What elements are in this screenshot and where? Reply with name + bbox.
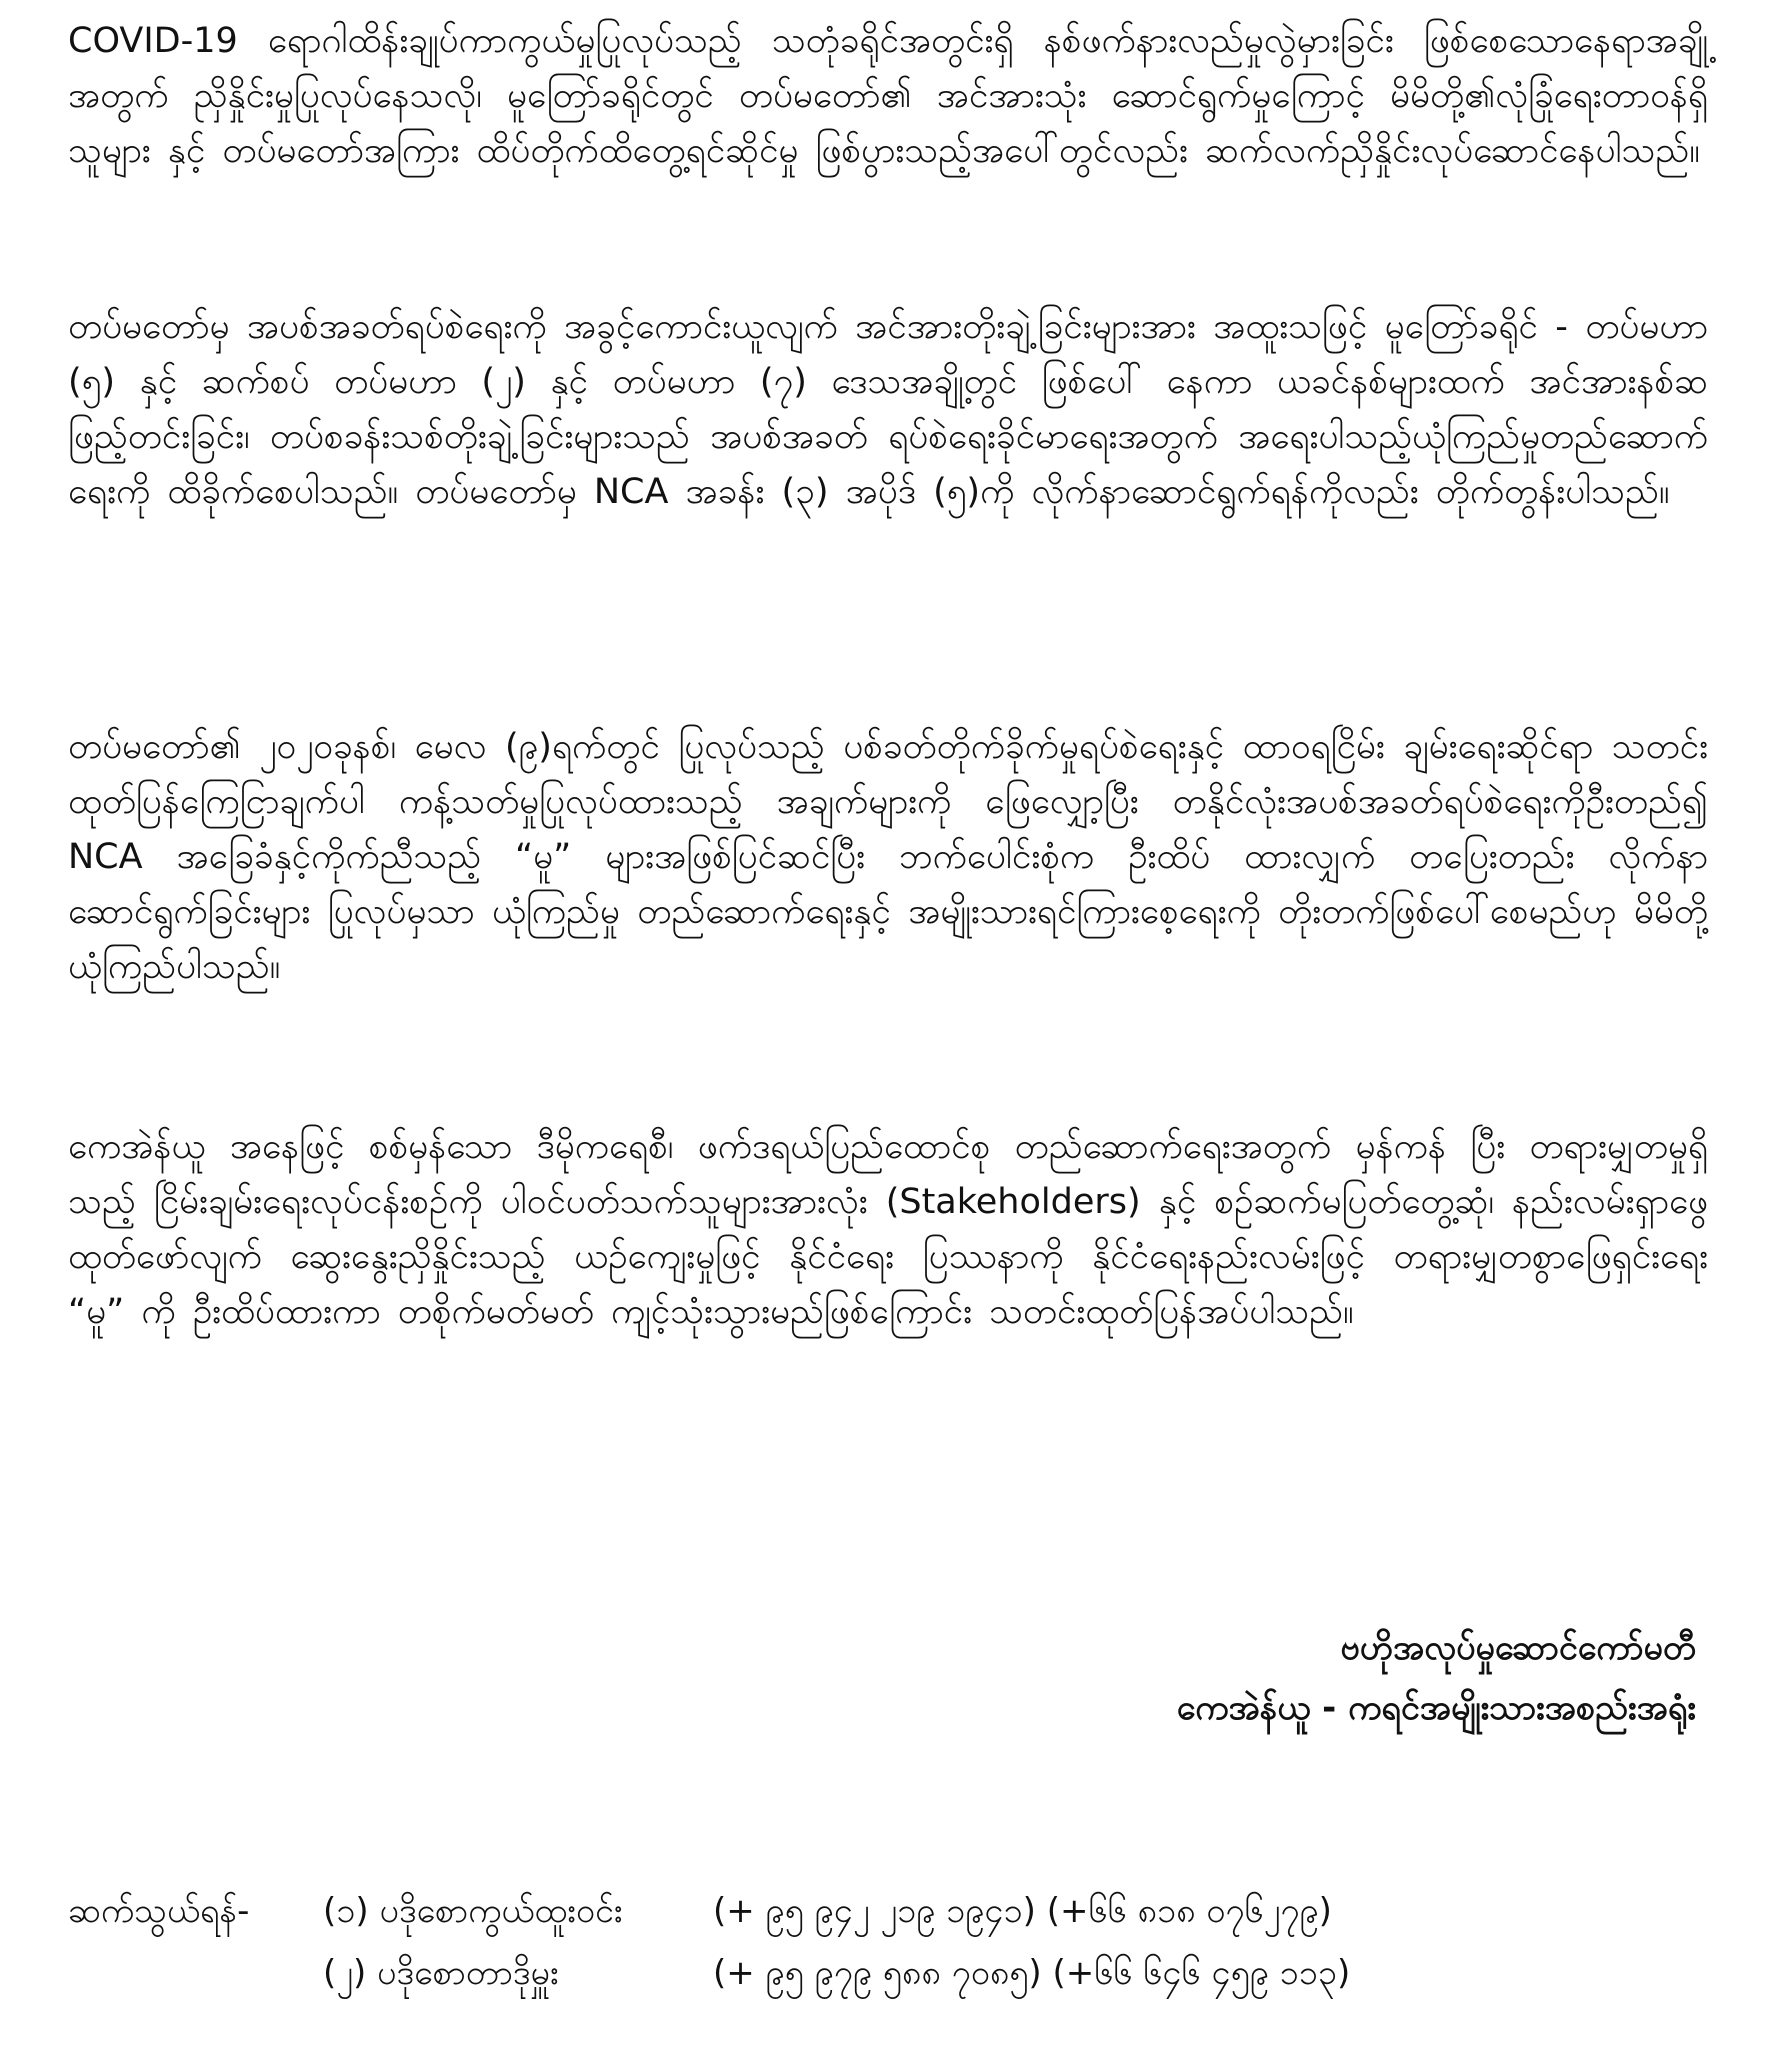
paragraph-ceasefire-statement: တပ်မတော်၏ ၂၀၂၀ခုနစ်၊ မေလ (၉)ရက်တွင် ပြုလုပ်သည့် ပစ်ခတ်တိုက်ခိုက်မှုရပ်စဲရေးနှင့် ထာဝရငြိမ်း ချမ်းရေးဆိုင်ရာ သတင်းထုတ်ပြန်ကြေငြာချက်ပါ ကန့်သတ်မှုပြုလုပ်ထားသည့် အချက်များကို ဖြေလျှော့ပြီး တနိုင်လုံးအပစ်အခတ်ရပ်စဲရေးကိုဦးတည်၍ NCA အခြေခံနှင့်ကိုက်ညီသည့် “မူ” များအဖြစ်ပြင်ဆင်ပြီး ဘက်ပေါင်းစုံက ဦးထိပ် ထားလျှက် တပြေးတည်း လိုက်နာဆောင်ရွက်ခြင်းများ ပြုလုပ်မှသာ ယုံကြည်မှု တည်ဆောက်ရေးနှင့် အမျိုးသားရင်ကြားစေ့ရေးကို တိုးတက်ဖြစ်ပေါ်စေမည်ဟု မိမိတို့ယုံကြည်ပါသည်။: [68, 727, 1708, 987]
signature-organization: ကေအဲန်ယူ - ကရင်အမျိုးသားအစည်းအရုံး: [1176, 1688, 1696, 1728]
paragraph-military-expansion: တပ်မတော်မှ အပစ်အခတ်ရပ်စဲရေးကို အခွင့်ကောင်းယူလျက် အင်အားတိုးချဲ့ခြင်းများအား အထူးသဖြင့် မူတြော်ခရိုင် - တပ်မဟာ (၅) နှင့် ဆက်စပ် တပ်မဟာ (၂) နှင့် တပ်မဟာ (၇) ဒေသအချို့တွင် ဖြစ်ပေါ် နေကာ ယခင်နစ်များထက် အင်အားနစ်ဆဖြည့်တင်းခြင်း၊ တပ်စခန်းသစ်တိုးချဲ့ခြင်းများသည် အပစ်အခတ် ရပ်စဲရေးခိုင်မာရေးအတွက် အရေးပါသည့်ယုံကြည်မှုတည်ဆောက်ရေးကို ထိခိုက်စေပါသည်။ တပ်မတော်မှ NCA အခန်း (၃) အပိုဒ် (၅)ကို လိုက်နာဆောင်ရွက်ရန်ကိုလည်း တိုက်တွန်းပါသည်။: [68, 307, 1708, 512]
signature-committee: ဗဟိုအလုပ်မှုဆောင်ကော်မတီ: [1340, 1628, 1696, 1668]
contact-label: ဆက်သွယ်ရန်-: [68, 1891, 250, 1931]
contact-phone: (+ ၉၅ ၉၄၂ ၂၁၉ ၁၉၄၁) (+၆၆ ၈၁၈ ၀၇၆၂၇၉): [713, 1891, 1332, 1931]
signature-block: [1177, 1618, 1696, 1738]
contact-phone: (+ ၉၅ ၉၇၉ ၅၈၈ ၇၀၈၅) (+၆၆ ၆၄၆ ၄၅၉ ၁၁၃): [713, 1953, 1351, 1993]
contact-name: (၁) ပဒိုစောကွယ်ထူးဝင်း: [323, 1891, 623, 1931]
contact-name: (၂) ပဒိုစောတာဒိုမှူး: [323, 1953, 559, 1993]
paragraph-peace-process: ကေအဲန်ယူ အနေဖြင့် စစ်မှန်သော ဒီမိုကရေစီ၊ ဖက်ဒရယ်ပြည်ထောင်စု တည်ဆောက်ရေးအတွက် မှန်ကန် ပြီး တရားမျှတမှုရှိသည့် ငြိမ်းချမ်းရေးလုပ်ငန်းစဉ်ကို ပါဝင်ပတ်သက်သူများအားလုံး (Stakeholders) နှင့် စဉ်ဆက်မပြတ်တွေ့ဆုံ၊ နည်းလမ်းရှာဖွေထုတ်ဖော်လျက် ဆွေးနွေးညှိနှိုင်းသည့် ယဉ်ကျေးမှုဖြင့် နိုင်ငံရေး ပြဿနာကို နိုင်ငံရေးနည်းလမ်းဖြင့် တရားမျှတစွာဖြေရှင်းရေး “မူ” ကို ဦးထိပ်ထားကာ တစိုက်မတ်မတ် ကျင့်သုံးသွားမည်ဖြစ်ကြောင်း သတင်းထုတ်ပြန်အပ်ပါသည်။: [68, 1127, 1708, 1332]
paragraph-covid-coordination: COVID-19 ရောဂါထိန်းချုပ်ကာကွယ်မှုပြုလုပ်သည့် သတုံခရိုင်အတွင်းရှိ နစ်ဖက်နားလည်မှုလွဲမှားခြင်း ဖြစ်စေသောနေရာအချို့အတွက် ညှိနှိုင်းမှုပြုလုပ်နေသလို၊ မူတြော်ခရိုင်တွင် တပ်မတော်၏ အင်အားသုံး ဆောင်ရွက်မှုကြောင့် မိမိတို့၏လုံခြုံရေးတာဝန်ရှိသူများ နှင့် တပ်မတော်အကြား ထိပ်တိုက်ထိတွေ့ရင်ဆိုင်မှု ဖြစ်ပွားသည့်အပေါ်တွင်လည်း ဆက်လက်ညှိနှိုင်းလုပ်ဆောင်နေပါသည်။: [68, 21, 1708, 171]
